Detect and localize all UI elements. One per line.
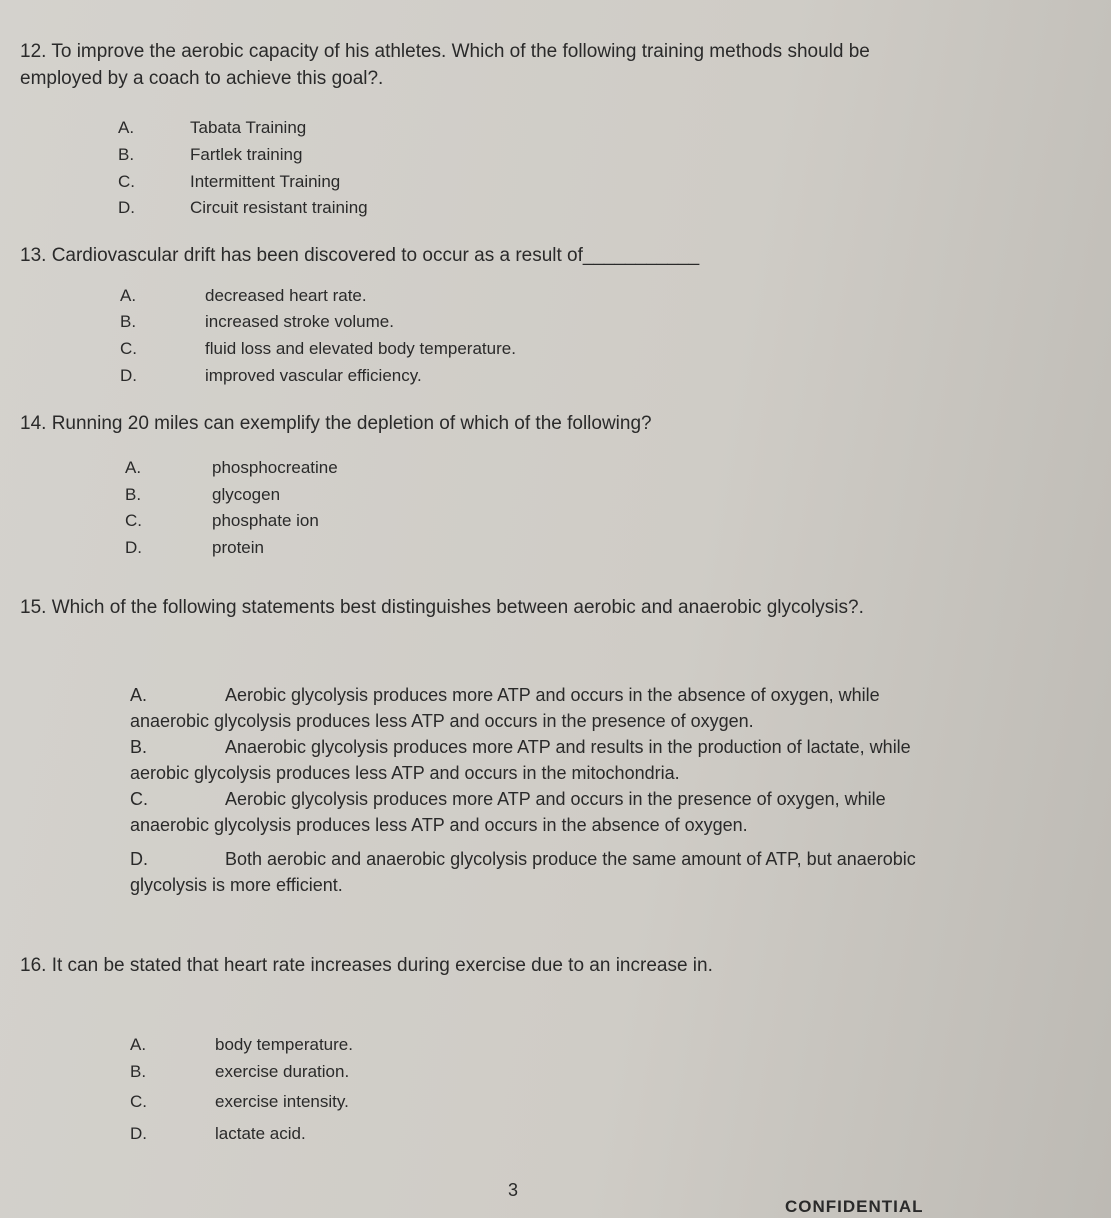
question-15: 15. Which of the following statements best distinguishes between aerobic and anaerobic glycolysis?. (20, 597, 864, 618)
option: C. Aerobic glycolysis produces more ATP and occurs in the presence of oxygen, while anaerobic glycolysis produces less ATP and occurs in the absence of oxygen. (130, 789, 886, 835)
option: C. phosphate ion (125, 511, 319, 530)
option: D. Circuit resistant training (118, 198, 368, 217)
option: B. Fartlek training (118, 145, 303, 164)
question-14: 14. Running 20 miles can exemplify the depletion of which of the following? (20, 413, 652, 434)
confidential-footer: CONFIDENTIAL (785, 1197, 924, 1216)
option: D. protein (125, 538, 264, 557)
option: B. Anaerobic glycolysis produces more ATP and results in the production of lactate, while aerobic glycolysis produces less ATP and occurs in the mitochondria. (130, 737, 911, 783)
page-number: 3 (508, 1180, 519, 1200)
option: D. improved vascular efficiency. (120, 366, 422, 385)
question-12: 12. To improve the aerobic capacity of his athletes. Which of the following training methods should be employed by a coach to achieve this goal?. (20, 41, 870, 89)
option: C. fluid loss and elevated body temperature. (120, 339, 516, 358)
option: D. Both aerobic and anaerobic glycolysis produce the same amount of ATP, but anaerobic glycolysis is more efficient. (130, 849, 916, 895)
option: C. Intermittent Training (118, 172, 341, 191)
option: A. phosphocreatine (125, 458, 338, 477)
option: B. exercise duration. (130, 1062, 350, 1081)
option: B. increased stroke volume. (120, 312, 394, 331)
option: C. exercise intensity. (130, 1092, 349, 1111)
question-16: 16. It can be stated that heart rate increases during exercise due to an increase in. (20, 955, 713, 976)
option: D. lactate acid. (130, 1124, 306, 1143)
option: B. glycogen (125, 485, 281, 504)
option: A. Tabata Training (118, 118, 307, 137)
question-13: 13. Cardiovascular drift has been discovered to occur as a result of___________ (20, 245, 700, 266)
option: A. body temperature. (130, 1035, 353, 1054)
option: A. decreased heart rate. (120, 286, 367, 305)
option: A. Aerobic glycolysis produces more ATP and occurs in the absence of oxygen, while anaerobic glycolysis produces less ATP and occurs in the presence of oxygen. (130, 685, 880, 731)
